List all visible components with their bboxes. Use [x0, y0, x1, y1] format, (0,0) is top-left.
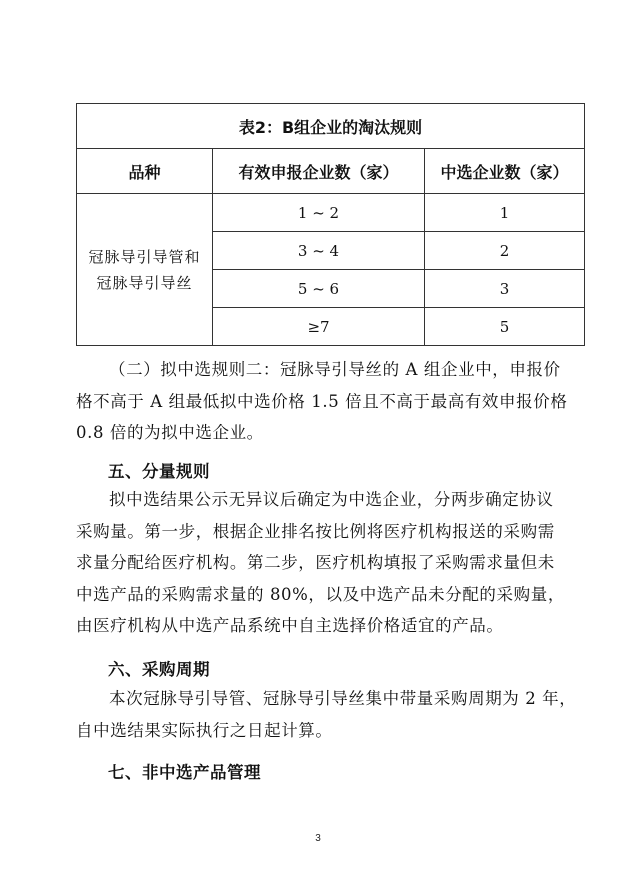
paragraph-line: 中选产品的采购需求量的 80%，以及中选产品未分配的采购量，: [76, 584, 565, 604]
rule-two-paragraph: [76, 354, 586, 449]
selected-cell: 1: [425, 194, 585, 232]
table-title: 表2：B组企业的淘汰规则: [77, 104, 585, 149]
range-cell: ≥7: [213, 308, 425, 346]
elimination-rules-table: [76, 103, 585, 346]
selected-cell: 5: [425, 308, 585, 346]
table-header-row: [77, 149, 585, 194]
variety-cell: [77, 194, 213, 346]
variety-line-2: 冠脉导引导丝: [96, 273, 193, 292]
section-heading-allocation: 五、分量规则: [108, 462, 210, 481]
range-cell: 3 ~ 4: [213, 232, 425, 270]
paragraph-line: 求量分配给医疗机构。第二步，医疗机构填报了采购需求量但未: [76, 553, 555, 572]
header-valid-applicants: 有效申报企业数（家）: [213, 149, 425, 194]
variety-line-1: 冠脉导引导管和: [88, 247, 201, 266]
paragraph-line: （二）拟中选规则二：冠脉导引导丝的 A 组企业中，申报价: [109, 360, 561, 379]
page-number: 3: [315, 833, 321, 844]
header-variety: 品种: [77, 149, 213, 194]
paragraph-line: 由医疗机构从中选产品系统中自主选择价格适宜的产品。: [76, 616, 504, 635]
paragraph-line: 自中选结果实际执行之日起计算。: [76, 720, 333, 740]
procurement-cycle-paragraph: [76, 683, 586, 746]
paragraph-line: 格不高于 A 组最低拟中选价格 1.5 倍且不高于最高有效申报价格: [76, 391, 568, 411]
allocation-paragraph: [76, 484, 586, 642]
paragraph-line: 本次冠脉导引导管、冠脉导引导丝集中带量采购周期为 2 年，: [109, 689, 577, 708]
range-cell: 1 ~ 2: [213, 194, 425, 232]
table-row: [77, 194, 585, 232]
selected-cell: 3: [425, 270, 585, 308]
range-cell: 5 ~ 6: [213, 270, 425, 308]
paragraph-line: 0.8 倍的为拟中选企业。: [76, 423, 264, 442]
section-heading-procurement-cycle: 六、采购周期: [108, 660, 210, 679]
selected-cell: 2: [425, 232, 585, 270]
paragraph-line: 拟中选结果公示无异议后确定为中选企业，分两步确定协议: [109, 490, 554, 509]
section-heading-non-selected-products: 七、非中选产品管理: [108, 763, 261, 782]
paragraph-line: 采购量。第一步，根据企业排名按比例将医疗机构报送的采购需: [76, 521, 555, 541]
header-selected-count: 中选企业数（家）: [425, 149, 585, 194]
